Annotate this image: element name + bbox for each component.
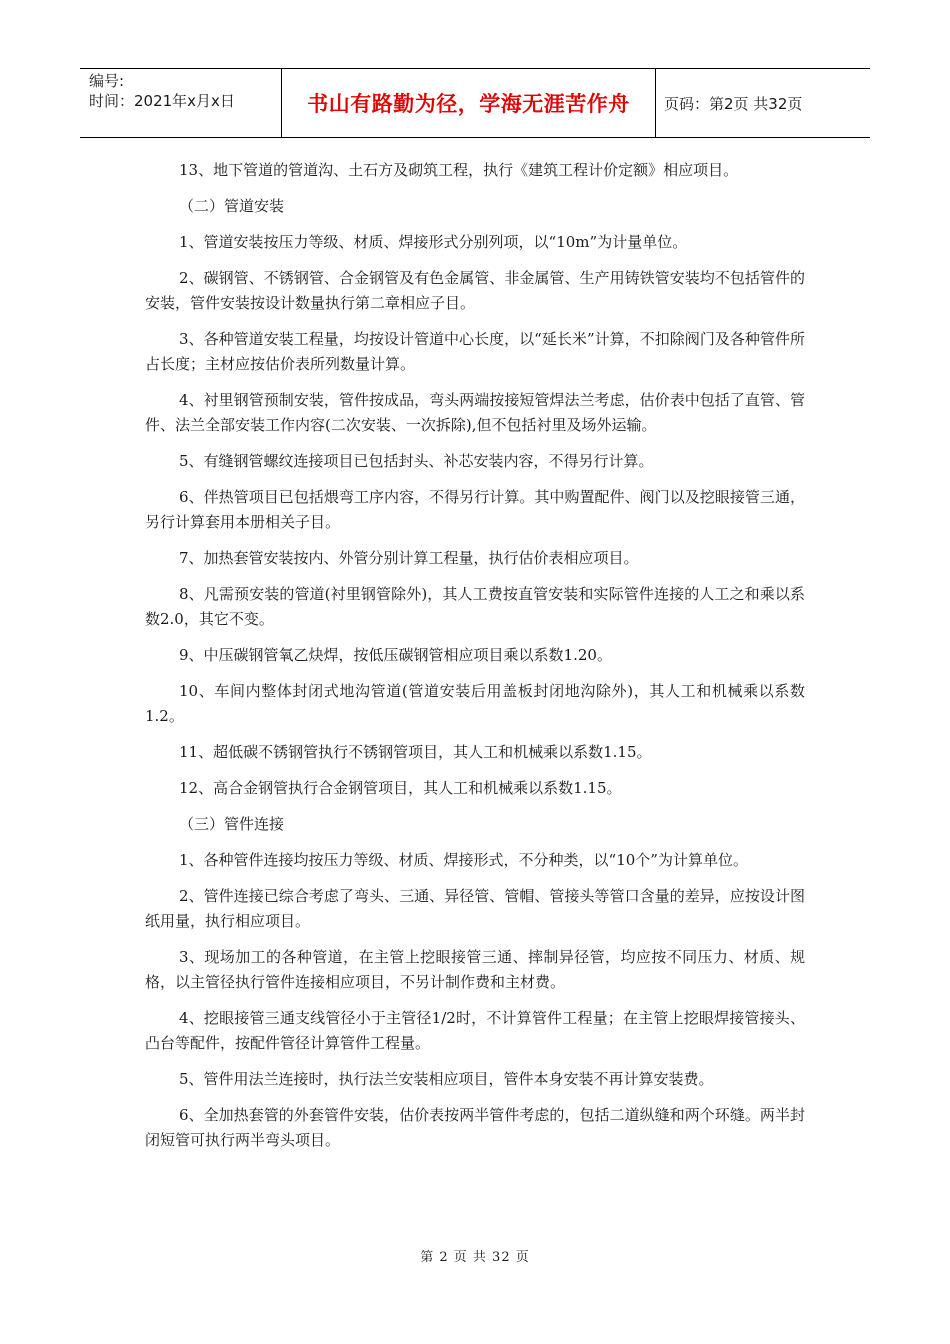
- paragraph: 6、伴热管项目已包括煨弯工序内容，不得另行计算。其中购置配件、阀门以及挖眼接管三通，另行计算套用本册相关子目。: [145, 488, 805, 531]
- paragraph: 11、超低碳不锈钢管执行不锈钢管项目，其人工和机械乘以系数1.15。: [179, 743, 652, 761]
- paragraph: 6、全加热套管的外套管件安装，估价表按两半管件考虑的，包括二道纵缝和两个环缝。两半封闭短管可执行两半弯头项目。: [145, 1106, 805, 1149]
- page-header: [80, 68, 870, 138]
- paragraph: 12、高合金钢管执行合金钢管项目，其人工和机械乘以系数1.15。: [179, 779, 622, 797]
- page-footer: 第 2 页 共 32 页: [420, 1250, 530, 1265]
- header-page-label: 页码：第2页 共32页: [664, 94, 803, 113]
- paragraph: 10、车间内整体封闭式地沟管道(管道安装后用盖板封闭地沟除外)，其人工和机械乘以系数1.2。: [145, 682, 805, 725]
- paragraph: 3、各种管道安装工程量，均按设计管道中心长度，以“延长米”计算，不扣除阀门及各种管件所占长度；主材应按估价表所列数量计算。: [145, 330, 805, 373]
- paragraph: 4、衬里钢管预制安装，管件按成品，弯头两端按接短管焊法兰考虑，估价表中包括了直管、管件、法兰全部安装工作内容(二次安装、一次拆除),但不包括衬里及场外运输。: [145, 391, 805, 434]
- paragraph: 1、各种管件连接均按压力等级、材质、焊接形式，不分种类，以“10个”为计算单位。: [179, 851, 748, 869]
- paragraph: 7、加热套管安装按内、外管分别计算工程量，执行估价表相应项目。: [179, 549, 639, 567]
- paragraph: 3、现场加工的各种管道，在主管上挖眼接管三通、摔制异径管，均应按不同压力、材质、规格，以主管径执行管件连接相应项目，不另计制作费和主材费。: [145, 948, 805, 991]
- paragraph: 9、中压碳钢管氧乙炔焊，按低压碳钢管相应项目乘以系数1.20。: [179, 646, 612, 664]
- paragraph: 1、管道安装按压力等级、材质、焊接形式分别列项，以“10m”为计量单位。: [179, 233, 688, 251]
- paragraph-13-trench: 13、地下管道的管道沟、土石方及砌筑工程，执行《建筑工程计价定额》相应项目。: [179, 161, 739, 179]
- section-heading-pipe-install: （二）管道安装: [179, 197, 285, 215]
- number-label: 编号:: [89, 72, 125, 90]
- paragraph: 4、挖眼接管三通支线管径小于主管径1/2时，不计算管件工程量；在主管上挖眼焊接管接头、凸台等配件，按配件管径计算管件工程量。: [145, 1009, 805, 1052]
- paragraph: 2、管件连接已综合考虑了弯头、三通、异径管、管帽、管接头等管口含量的差异，应按设计图纸用量，执行相应项目。: [145, 887, 805, 930]
- paragraph: 2、碳钢管、不锈钢管、合金钢管及有色金属管、非金属管、生产用铸铁管安装均不包括管件的安装，管件安装按设计数量执行第二章相应子目。: [145, 269, 805, 312]
- paragraph: 8、凡需预安装的管道(衬里钢管除外)，其人工费按直管安装和实际管件连接的人工之和乘以系数2.0，其它不变。: [145, 585, 805, 628]
- paragraph: 5、有缝钢管螺纹连接项目已包括封头、补芯安装内容，不得另行计算。: [179, 452, 654, 470]
- header-meta: [80, 69, 282, 137]
- paragraph: 5、管件用法兰连接时，执行法兰安装相应项目，管件本身安装不再计算安装费。: [179, 1070, 714, 1088]
- document-body: [145, 158, 805, 1164]
- header-motto: 书山有路勤为径，学海无涯苦作舟: [282, 69, 656, 137]
- section-heading-fitting-connection: （三）管件连接: [179, 815, 285, 833]
- date-label: 时间：2021年x月x日: [89, 92, 235, 110]
